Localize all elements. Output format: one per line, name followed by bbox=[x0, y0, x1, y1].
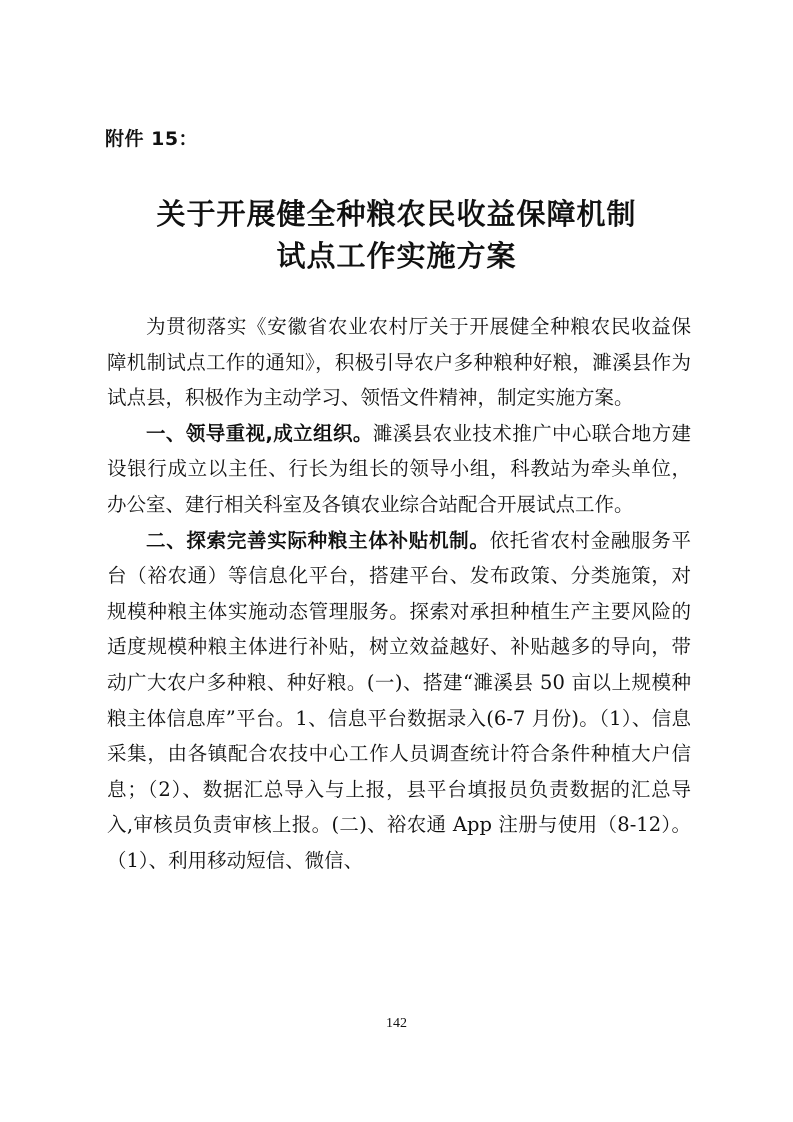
section-two-paragraph bbox=[107, 523, 691, 879]
document-body bbox=[107, 309, 691, 879]
intro-paragraph bbox=[107, 309, 691, 416]
section-two-heading: 二、探索完善实际种粮主体补贴机制。 bbox=[146, 528, 490, 552]
section-one-text: 濉溪县农业技术推广中心联合地方建设银行成立以主任、行长为组长的领导小组，科教站为牵头单位，办公室、建行相关科室及各镇农业综合站配合开展试点工作。 bbox=[107, 421, 691, 516]
section-one-paragraph bbox=[107, 416, 691, 523]
paragraph-text: 为贯彻落实《安徽省农业农村厅关于开展健全种粮农民收益保障机制试点工作的通知》，积极引导农户多种粮种好粮，濉溪县作为试点县，积极作为主动学习、领悟文件精神，制定实施方案。 bbox=[107, 315, 691, 410]
attachment-label: 附件 15： bbox=[105, 128, 199, 150]
section-one-heading: 一、领导重视,成立组织。 bbox=[146, 421, 373, 445]
document-title-line-2: 试点工作实施方案 bbox=[276, 239, 517, 273]
document-title-line-1: 关于开展健全种粮农民收益保障机制 bbox=[156, 197, 637, 231]
page-number: 142 bbox=[386, 1016, 407, 1031]
section-two-text: 依托省农村金融服务平台（裕农通）等信息化平台，搭建平台、发布政策、分类施策，对规模种粮主体实施动态管理服务。探索对承担种植生产主要风险的适度规模种粮主体进行补贴，树立效益越好、补贴越多的导向，带动广大农户多种粮、种好粮。(一)、搭建“濉溪县 50 亩以上规模种粮主体信息库”平台。1、信息平台数据录入(6-7 月份)。（1）、信息采集，由各镇配合农技中心工作人员调查统计符合条件种植大户信息；（2）、数据汇总导入与上报，县平台填报员负责数据的汇总导入,审核员负责审核上报。(二)、裕农通 App 注册与使用（8-12）。（1）、利用移动短信、微信、 bbox=[107, 528, 691, 872]
